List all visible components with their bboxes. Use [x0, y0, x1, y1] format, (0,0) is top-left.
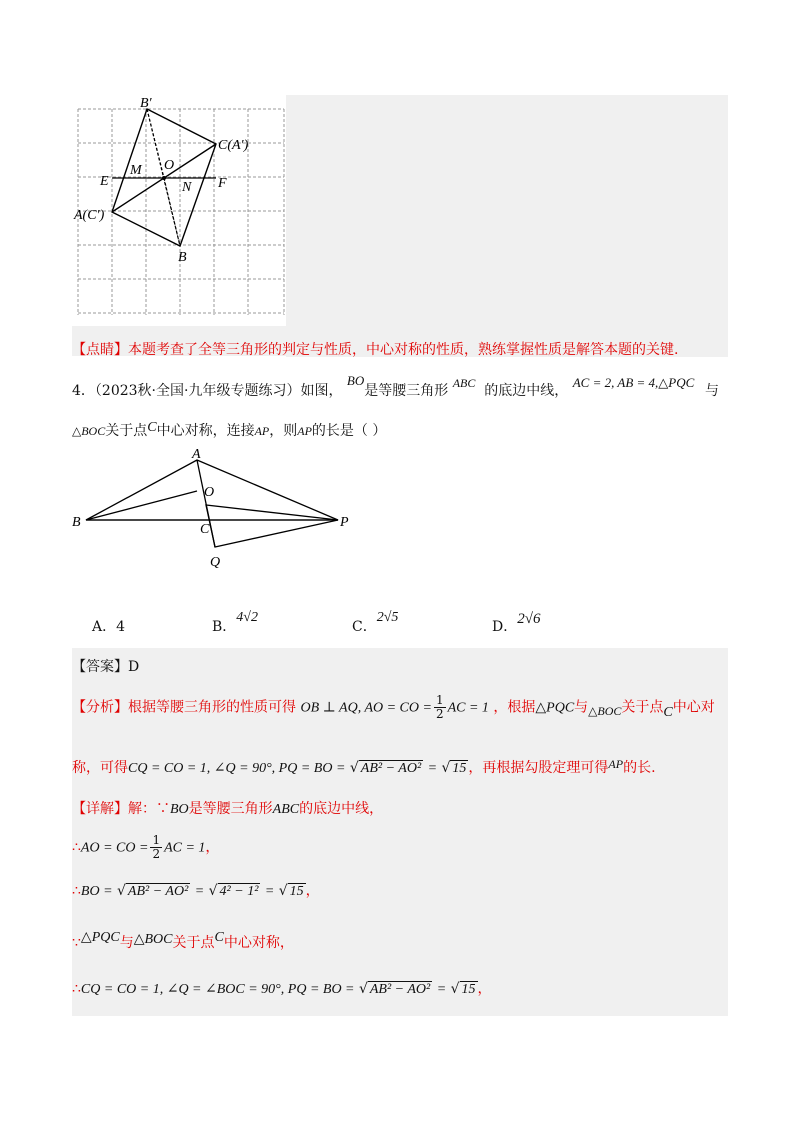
- q-t6: ，则: [269, 423, 298, 439]
- label-b-prime: B′: [140, 96, 152, 111]
- label-m: M: [130, 163, 142, 178]
- q-t4: 关于点: [105, 423, 148, 439]
- analysis-line-1: 【分析】根据等腰三角形的性质可得 OB ⊥ AQ, AO = CO = $\frac{1}{2}$ AC = 1 ，根据△PQC与△BOC关于点C中心对: [72, 693, 715, 721]
- label2-a: A: [192, 448, 201, 462]
- label-c-a-prime: C(A′): [218, 138, 249, 153]
- detail-line-5: ∴CQ = CO = 1, ∠Q = ∠BOC = 90°, PQ = BO = √ AB² − AO² = √ 15 ，: [72, 981, 492, 997]
- label2-p: P: [340, 515, 349, 530]
- option-c: C．2√5: [352, 610, 399, 635]
- q-c: C: [147, 420, 157, 435]
- detail-line-3: ∴BO = √ AB² − AO² = √ 4² − 1² = √ 15 ，: [72, 883, 320, 899]
- q-ap1: AP: [254, 424, 270, 438]
- q-cond: AC = 2, AB = 4,: [572, 375, 659, 390]
- analysis-line-2: 称，可得CQ = CO = 1, ∠Q = 90°, PQ = BO = √ AB² − AO² = √ 15 ，再根据勾股定理可得AP的长.: [72, 757, 656, 776]
- q-t1: 是等腰三角形: [364, 383, 449, 399]
- q-abc: ABC: [452, 376, 476, 390]
- label-b: B: [178, 250, 187, 265]
- q-t7: 的长是（ ）: [311, 423, 387, 439]
- tip-text: 本题考查了全等三角形的判定与性质，中心对称的性质，熟练掌握性质是解答本题的关键.: [128, 342, 679, 358]
- q-ap2: AP: [297, 424, 312, 438]
- option-d: D．2√6: [492, 611, 541, 635]
- label2-o: O: [204, 485, 215, 500]
- question-line-2: [72, 420, 386, 440]
- figure1-panel: [286, 95, 728, 357]
- q-t3: 与: [705, 383, 719, 399]
- option-a: A．4: [92, 619, 126, 635]
- answer-tag: 【答案】: [72, 659, 128, 675]
- tip-tag: 【点睛】: [72, 342, 128, 358]
- detail-line-1: 【详解】解：∵BO是等腰三角形ABC的底边中线，: [72, 801, 384, 817]
- q-bo: BO: [346, 373, 365, 388]
- tip-line: [72, 339, 678, 359]
- detail-line-4: ∵△PQC与△BOC关于点C中心对称，: [72, 930, 294, 951]
- q-t2: 的底边中线，: [484, 383, 569, 399]
- label2-b: B: [72, 515, 81, 530]
- label2-q: Q: [210, 555, 221, 570]
- answer-line: [72, 656, 139, 676]
- q-t5: 中心对称，连接: [156, 423, 255, 439]
- question-source: （2023秋·全国·九年级专题练习）如图，: [94, 383, 343, 399]
- q-tri-boc: △BOC: [72, 424, 106, 438]
- question-line-1: [72, 373, 719, 400]
- q-tri-pqc: △PQC: [658, 375, 695, 390]
- option-b: B．4√2: [212, 610, 258, 635]
- figure2-diagram: [72, 448, 362, 573]
- answer-value: D: [128, 659, 140, 675]
- label-a-c-prime: A(C′): [74, 208, 105, 223]
- label2-c: C: [200, 522, 210, 537]
- label-e: E: [100, 174, 109, 189]
- label-f: F: [218, 176, 227, 191]
- label-n: N: [182, 180, 192, 195]
- label-o: O: [164, 158, 175, 173]
- question-number: 4．: [72, 383, 95, 399]
- figure1-diagram: [72, 95, 288, 320]
- detail-line-2: ∴AO = CO = $\frac{1}{2}$ AC = 1，: [72, 833, 220, 861]
